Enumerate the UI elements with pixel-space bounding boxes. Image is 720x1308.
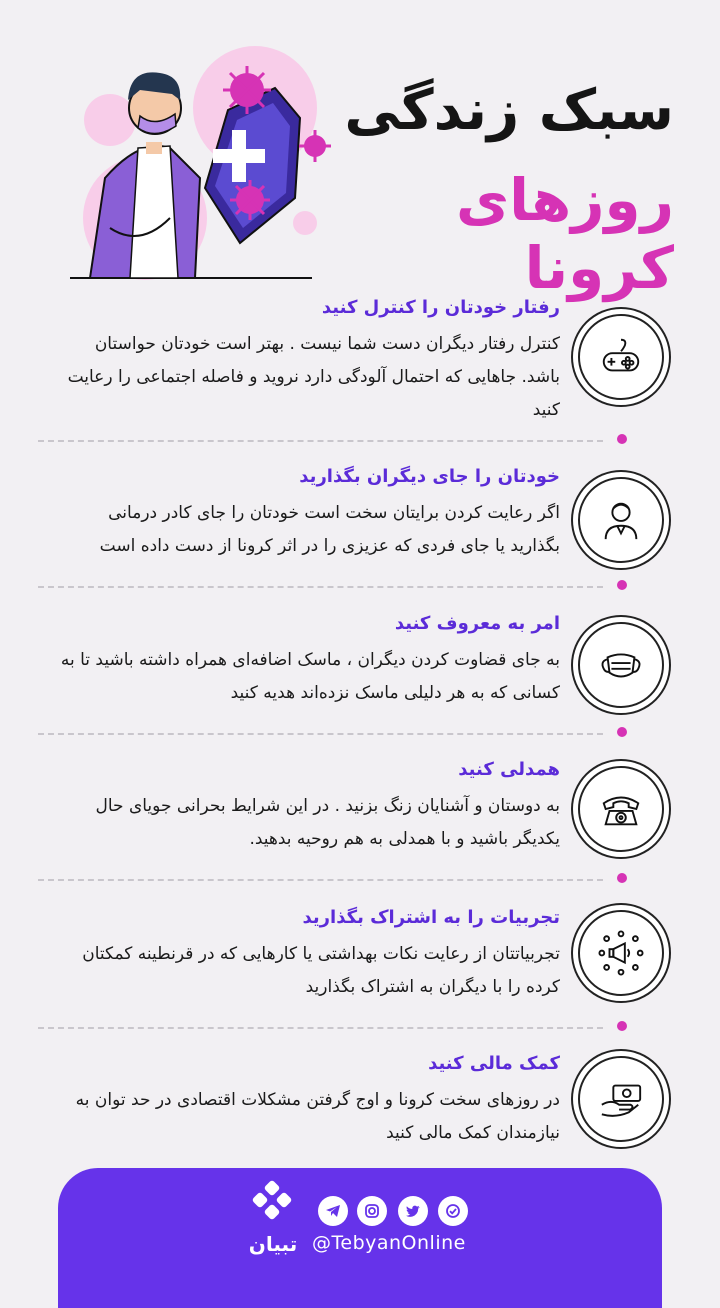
money-hand-icon [578,1056,664,1142]
tip-title: تجربیات را به اشتراک بگذارید [302,907,560,928]
megaphone-network-icon [578,910,664,996]
tip-item-financial-help [40,1052,680,1162]
separator-dot [617,434,627,444]
separator-dot [617,873,627,883]
tip-item-mask [40,612,680,722]
person-icon [578,477,664,563]
page-title-line1: سبک زندگی [344,78,674,143]
twitter-icon[interactable] [398,1196,428,1226]
separator [38,879,603,881]
separator-dot [617,1021,627,1031]
separator [38,1027,603,1029]
gamepad-icon [578,314,664,400]
brand-name: تبیان [248,1232,298,1256]
tip-item-control-behavior [40,296,680,426]
tip-title: رفتار خودتان را کنترل کنید [321,297,560,318]
tip-body: در روزهای سخت کرونا و اوج گرفتن مشکلات اقتصادی در حد توان به نیازمندان کمک مالی کنید [75,1090,560,1143]
instagram-icon[interactable] [357,1196,387,1226]
tip-title: همدلی کنید [458,759,560,780]
tip-body: تجربیاتتان از رعایت نکات بهداشتی یا کارهایی که در قرنطینه کمکتان کرده را با دیگران به اشتراک بگذارید [82,944,560,997]
page-title-line2: روزهای کرونا [456,166,674,302]
tip-title: کمک مالی کنید [428,1053,560,1074]
tip-item-call-friends [40,758,680,868]
telegram-icon[interactable] [318,1196,348,1226]
tip-item-empathy-place [40,465,680,575]
tip-body: به جای قضاوت کردن دیگران ، ماسک اضافه‌ای همراه داشته باشید تا به کسانی که به هر دلیلی ماسک نزده‌اند هدیه کنید [60,650,560,703]
separator [38,440,603,442]
face-mask-icon [578,622,664,708]
check-circle-icon[interactable] [438,1196,468,1226]
tip-body: کنترل رفتار دیگران دست شما نیست . بهتر است خودتان حواستان باشد. جاهایی که احتمال آلودگی دارد نروید و فاصله اجتماعی را رعایت کنید [67,334,560,420]
tip-item-share-experiences [40,906,680,1016]
social-handle[interactable]: @TebyanOnline [312,1232,466,1254]
separator [38,733,603,735]
tip-title: خودتان را جای دیگران بگذارید [299,466,560,487]
separator-dot [617,727,627,737]
telephone-icon [578,766,664,852]
separator-dot [617,580,627,590]
separator [38,586,603,588]
tip-title: امر به معروف کنید [394,613,560,634]
tip-body: اگر رعایت کردن برایتان سخت است خودتان را جای کادر درمانی بگذارید یا جای فردی که عزیزی را در اثر کرونا از دست داده است [99,503,560,556]
tip-body: به دوستان و آشنایان زنگ بزنید . در این شرایط بحرانی جویای حال یکدیگر باشید و با همدلی به هم روحیه بدهید. [95,796,560,849]
tebyan-logo-icon [242,1178,302,1238]
